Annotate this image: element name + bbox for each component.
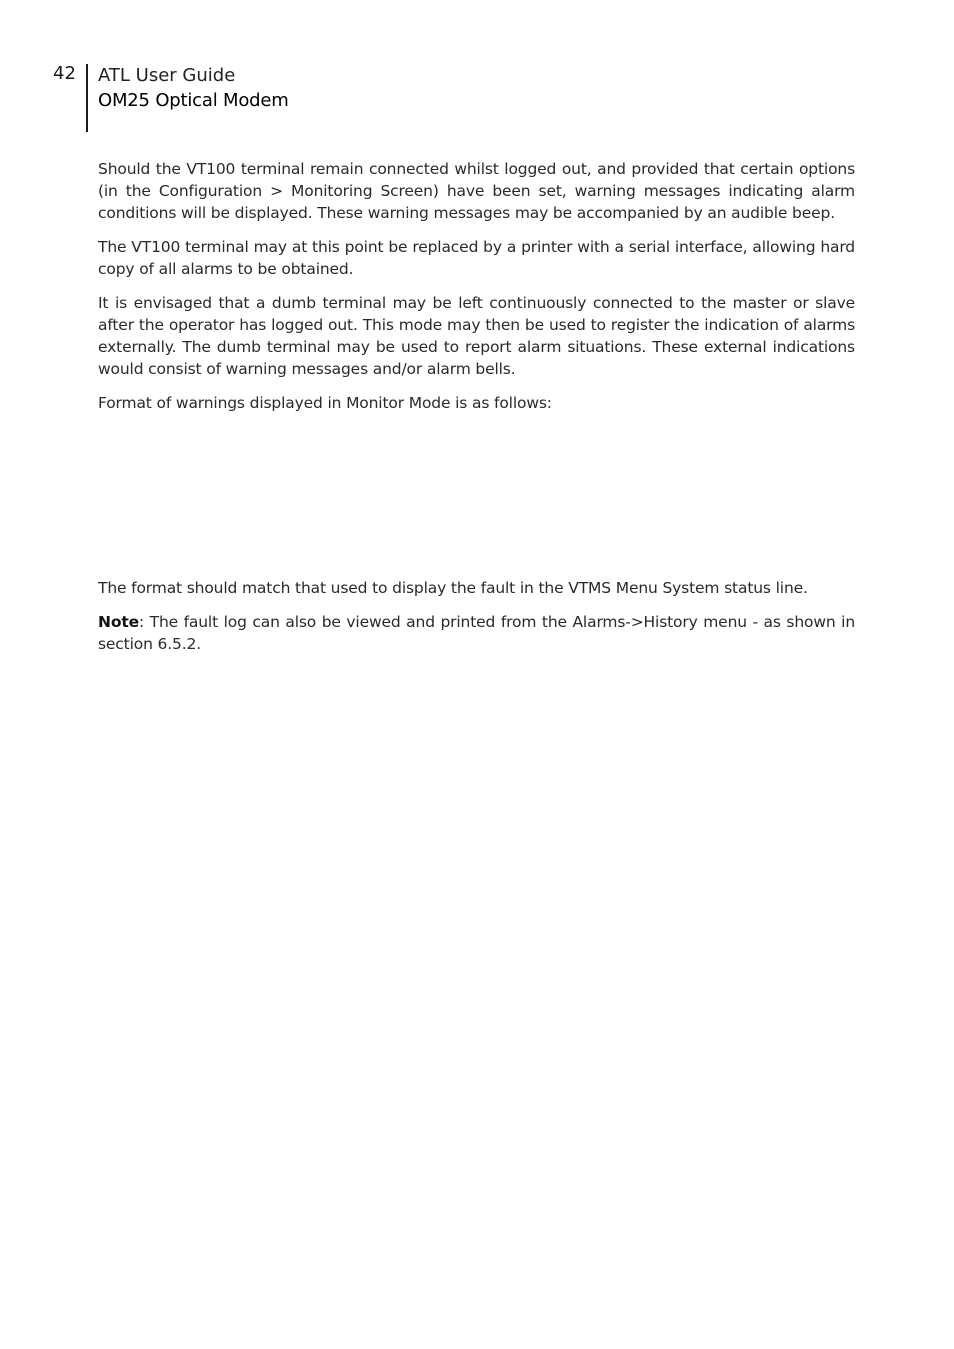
product-title: OM25 Optical Modem xyxy=(98,90,289,111)
body-content xyxy=(98,158,855,667)
note-label: Note xyxy=(98,613,139,631)
blank-area xyxy=(98,426,855,577)
note-paragraph xyxy=(98,611,855,655)
paragraph-dumb-terminal: It is envisaged that a dumb terminal may be left continuously connected to the master or slave after the operator has logged out. This mode may then be used to register the indication of alarms externally. The dumb terminal may be used to report alarm situations. These external indications would consist of warning messages and/or alarm bells. xyxy=(98,294,855,378)
paragraph-warning-format-intro: Format of warnings displayed in Monitor Mode is as follows: xyxy=(98,394,552,412)
paragraph-vt100-logged-out: Should the VT100 terminal remain connected whilst logged out, and provided that certain options (in the Configuration > Monitoring Screen) have been set, warning messages indicating alarm conditions will be displayed. These warning messages may be accompanied by an audible beep. xyxy=(98,160,855,222)
paragraph-format-match: The format should match that used to display the fault in the VTMS Menu System status line. xyxy=(98,579,808,597)
guide-title: ATL User Guide xyxy=(98,65,236,86)
header-divider xyxy=(86,64,88,132)
note-text: : The fault log can also be viewed and printed from the Alarms->History menu - as shown in section 6.5.2. xyxy=(98,613,855,653)
page-number: 42 xyxy=(53,63,76,84)
paragraph-printer-replacement: The VT100 terminal may at this point be replaced by a printer with a serial interface, allowing hard copy of all alarms to be obtained. xyxy=(98,238,855,278)
running-header xyxy=(98,64,289,114)
